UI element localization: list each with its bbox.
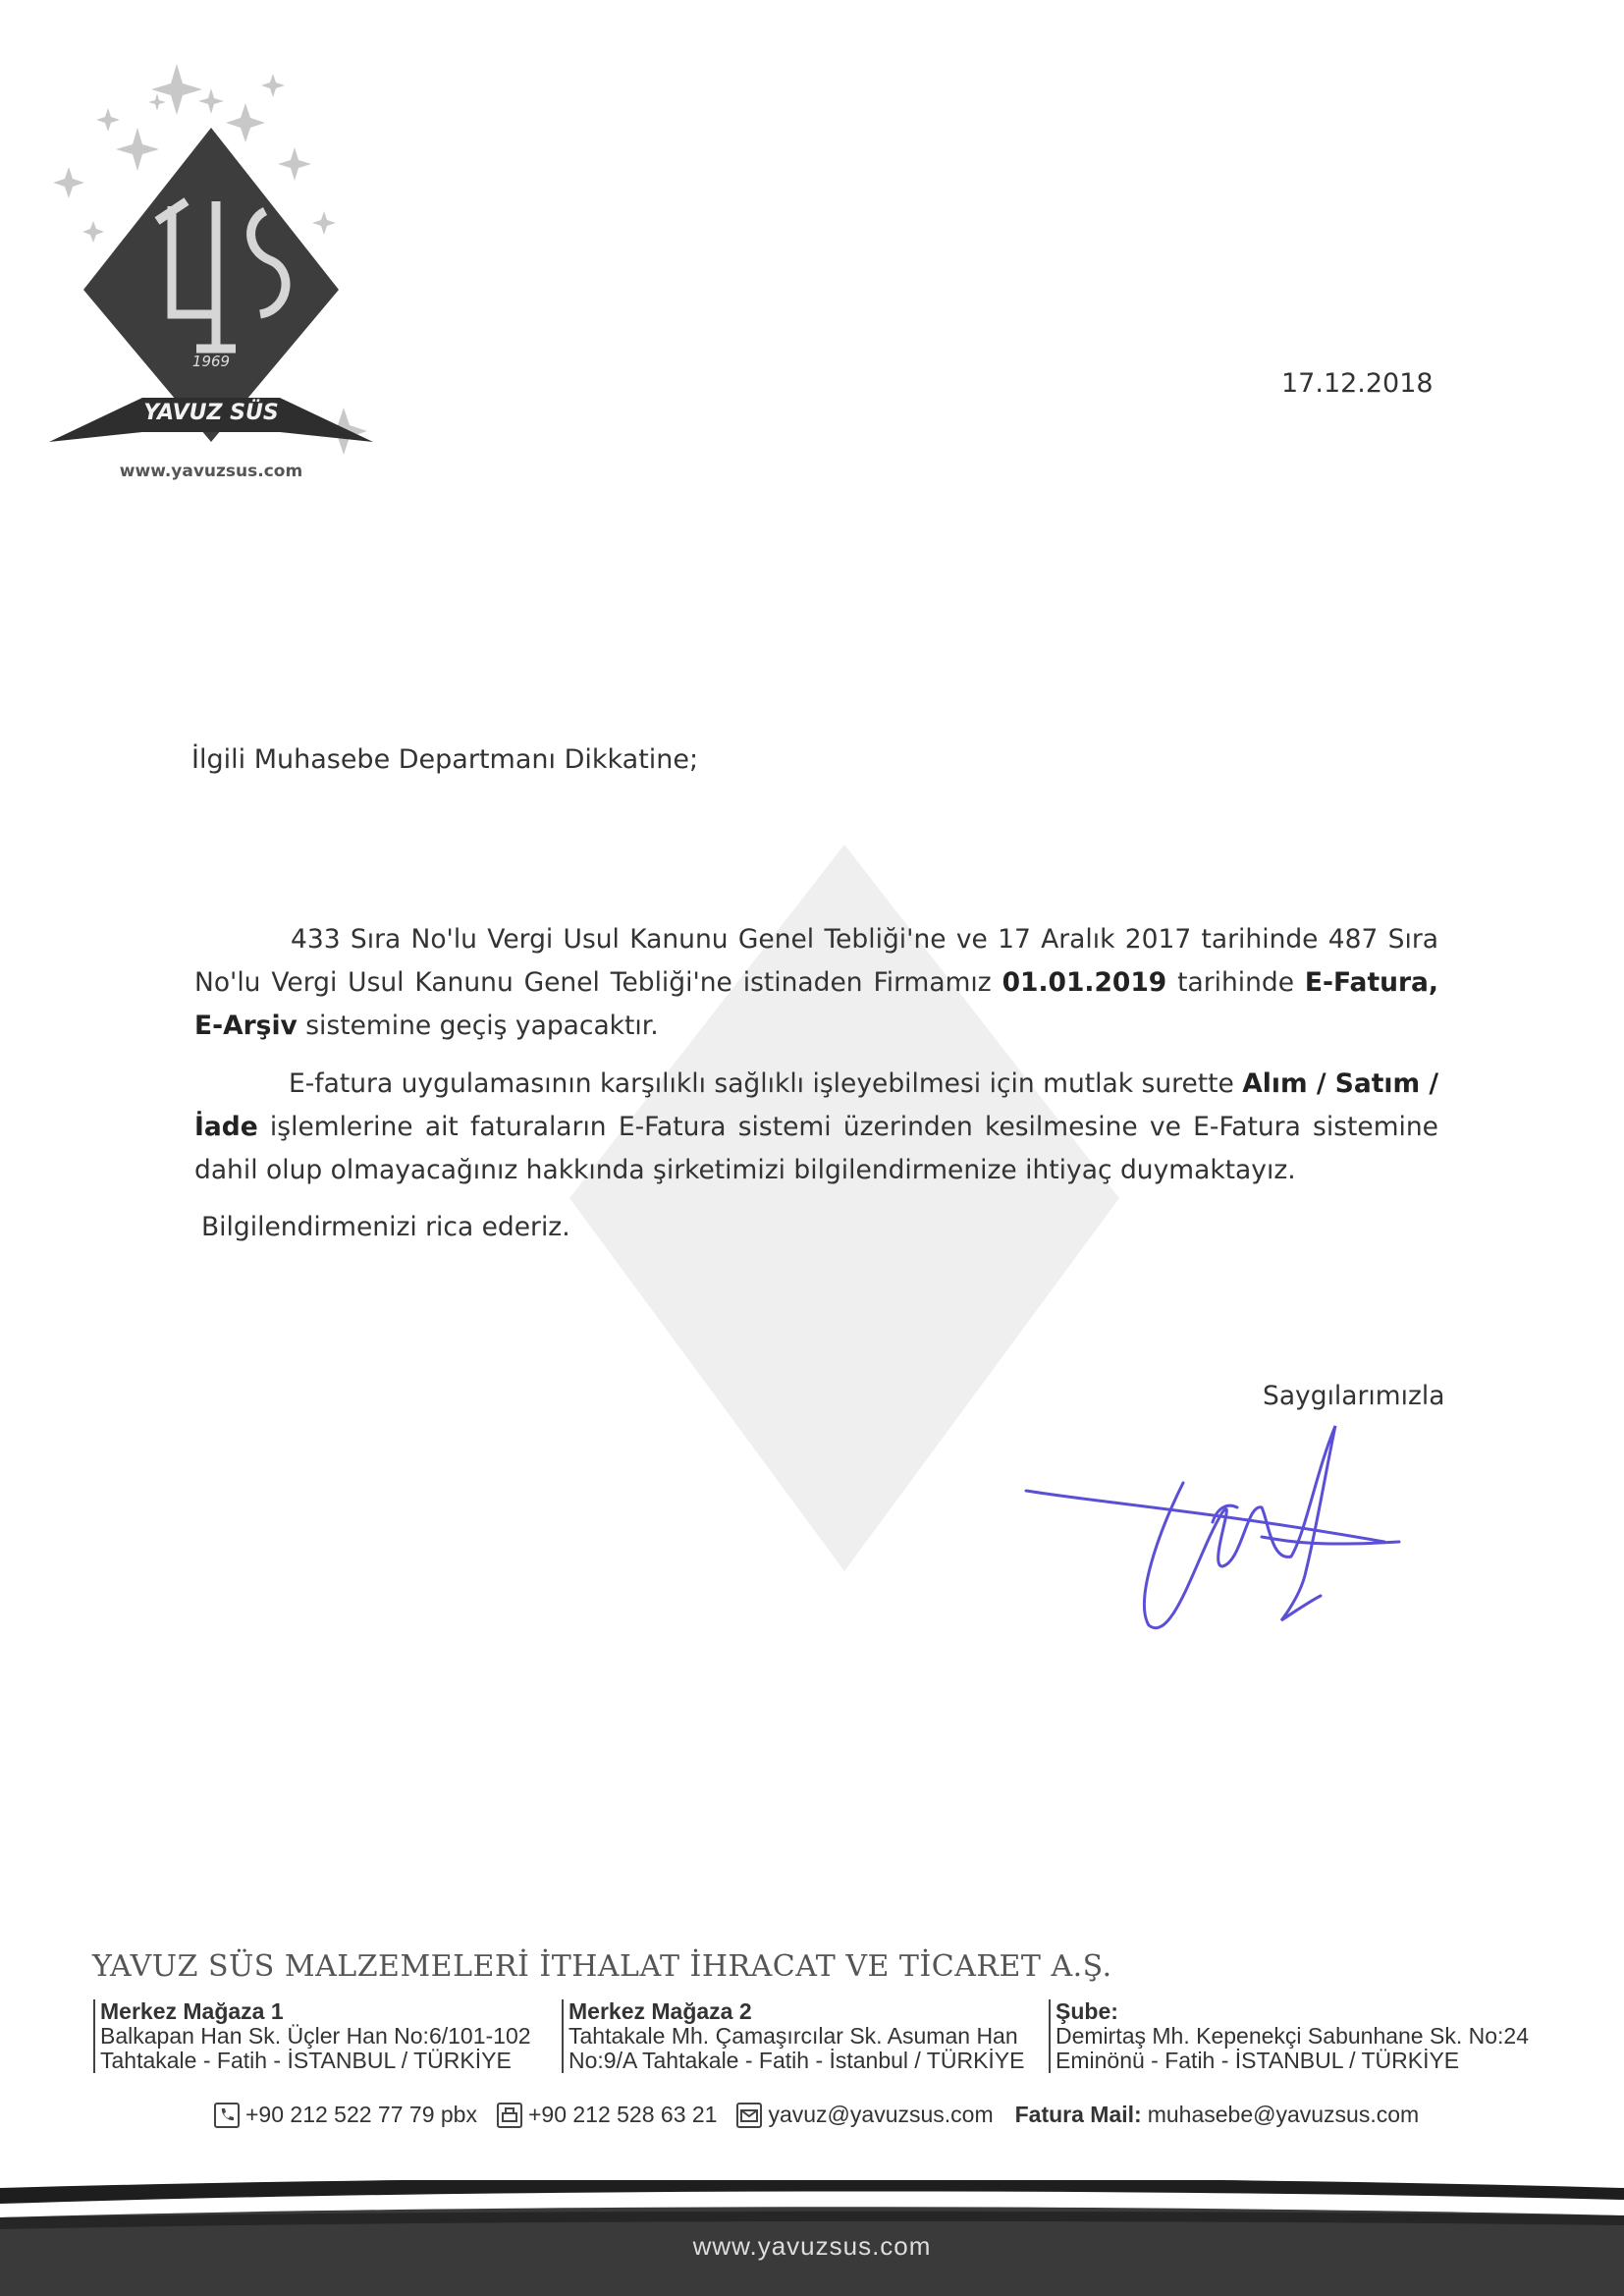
address-block <box>1049 1999 1529 2073</box>
company-logo <box>49 54 373 486</box>
fax-icon <box>497 2103 522 2128</box>
address-title: Şube: <box>1056 1998 1118 2024</box>
phone-number: +90 212 522 77 79 pbx <box>245 2102 477 2127</box>
phone-icon <box>214 2103 240 2128</box>
address-title: Merkez Mağaza 2 <box>568 1998 752 2024</box>
address-line: Eminönü - Fatih - İSTANBUL / TÜRKİYE <box>1056 2048 1460 2073</box>
logo-url: www.yavuzsus.com <box>119 462 303 481</box>
address-block <box>93 1999 531 2073</box>
address-line: No:9/A Tahtakale - Fatih - İstanbul / TÜRKİYE <box>568 2048 1025 2073</box>
salutation: İlgili Muhasebe Departmanı Dikkatine; <box>191 744 699 775</box>
invoice-mail: muhasebe@yavuzsus.com <box>1147 2102 1420 2127</box>
address-line: Balkapan Han Sk. Üçler Han No:6/101-102 <box>100 2023 531 2049</box>
contact-line <box>214 2102 1419 2128</box>
address-title: Merkez Mağaza 1 <box>100 1998 284 2024</box>
address-line: Tahtakale Mh. Çamaşırcılar Sk. Asuman Han <box>568 2023 1018 2049</box>
invoice-mail-label: Fatura Mail: <box>1014 2102 1142 2127</box>
email-address: yavuz@yavuzsus.com <box>768 2102 994 2127</box>
logo-year: 1969 <box>191 353 231 370</box>
paragraph-2: E-fatura uygulamasının karşılıklı sağlıklı işleyebilmesi için mutlak surette Alım / Satım / İade işlemlerine ait faturaların E-Fatura sistemi üzerinden kesilmesine ve E-Fatura sistemine dahil olup olmayacağınız hakkında şirketimizi bilgilendirmenize ihtiyaç duymaktayız. <box>194 1068 1439 1185</box>
closing: Saygılarımızla <box>1263 1381 1445 1411</box>
footer-website: www.yavuzsus.com <box>692 2231 932 2261</box>
address-line: Demirtaş Mh. Kepenekçi Sabunhane Sk. No:24 <box>1056 2023 1529 2049</box>
paragraph-1: 433 Sıra No'lu Vergi Usul Kanunu Genel Tebliği'ne ve 17 Aralık 2017 tarihinde 487 Sıra No'lu Vergi Usul Kanunu Genel Tebliği'ne istinaden Firmamız 01.01.2019 tarihinde E-Fatura, E-Arşiv sistemine geçiş yapacaktır. <box>194 924 1438 1041</box>
email-icon <box>736 2103 762 2128</box>
signature <box>1011 1414 1404 1640</box>
address-block <box>562 1999 1024 2073</box>
company-name: YAVUZ SÜS MALZEMELERİ İTHALAT İHRACAT VE TİCARET A.Ş. <box>92 1949 1112 1984</box>
paragraph-3: Bilgilendirmenizi rica ederiz. <box>201 1212 570 1242</box>
address-line: Tahtakale - Fatih - İSTANBUL / TÜRKİYE <box>100 2048 512 2073</box>
letter-date: 17.12.2018 <box>1281 368 1434 399</box>
logo-brand: YAVUZ SÜS <box>143 401 279 425</box>
fax-number: +90 212 528 63 21 <box>527 2102 718 2127</box>
